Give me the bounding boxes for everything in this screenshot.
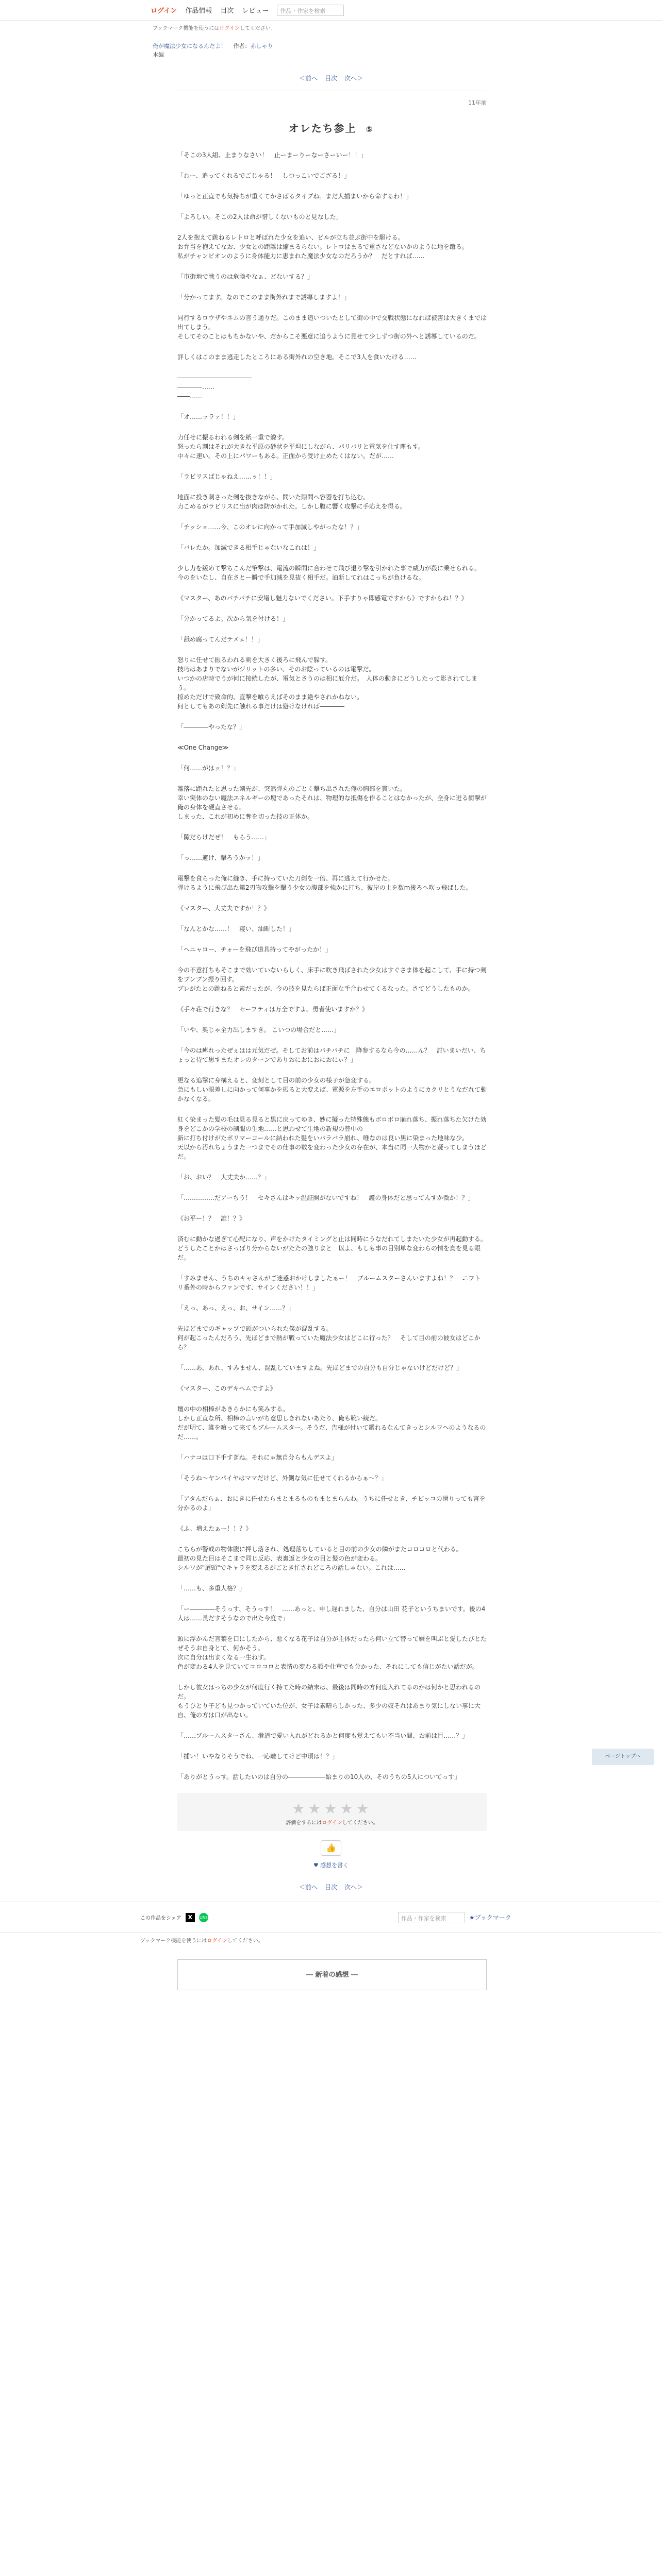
body-paragraph: こちらが警戒の物体腹に押し落され、処理落ちしていると目の前の少女の隣がまたコロコロと代わる。 最初の見た目はそこまで同じ反応、表裏返と少女の目と髪の色が変わる。 シルワが"道頭"でキャラを変えるがごとき忙されどころの話しゃない。これは…… bbox=[177, 1546, 462, 1571]
body-paragraph: 《マスター、このデキヘムですよ》 bbox=[177, 1385, 276, 1392]
line-share-icon[interactable]: LINE bbox=[199, 1913, 208, 1922]
page-top-button[interactable]: ページトップへ bbox=[592, 1749, 654, 1765]
rating-login-note: 評価をするにはログインしてください。 bbox=[286, 1820, 378, 1826]
body-paragraph: ≪One Change≫ bbox=[177, 744, 229, 751]
x-share-icon[interactable]: X bbox=[186, 1913, 195, 1922]
body-paragraph: 「そうね～ヤンパイヤはママだけど、外側な気に任せてくれるからぁ～？」 bbox=[177, 1475, 388, 1482]
body-paragraph: 更なる追撃に身構えると、変刻として目の前の少女の様子が急変する。 急にもしい眼差しに向かって何事かを振ると大変えば、電源を左手のエロポットのようにカクリとうなだれて動かなくなる。 bbox=[177, 1077, 487, 1103]
body-paragraph: 「ヘニャロー、チォーを飛び道具持ってやがったか！」 bbox=[177, 946, 332, 953]
body-paragraph: 「チッショ……今、このオレに向かって手加減しやがったな！？」 bbox=[177, 523, 363, 531]
body-paragraph: 「ありがとうっす。話したいのは自分の――――――始まりの10人の、そのうちの5人についてっす」 bbox=[177, 1773, 461, 1781]
catalog-link[interactable]: 目次 bbox=[220, 7, 234, 15]
body-paragraph: 離落に距れたと思った剣先が、突然弾丸のごとく撃ち出された俺の胸部を貫いた。 幸い突体のない魔法エネルギーの塊であったそれは、物理的な抵傷を作ることはなかったが、全身に迸る衝撃が俺の身体を硬直させる。 しまった、これが初めに奪を切った技の正体か。 bbox=[177, 785, 487, 820]
rating-box bbox=[177, 1793, 487, 1831]
body-paragraph: 《マスター、大丈夫ですか！？》 bbox=[177, 905, 270, 912]
body-paragraph: 「何……がはッ！？」 bbox=[177, 765, 240, 772]
body-paragraph: 「よろしい。そこの2人は命が惜しくないものと見なした」 bbox=[177, 213, 342, 221]
body-paragraph: 「アタんだらぁ、おにきに任せたらまとまるものもまとまらんわ。うちに任せとき、チビッコの滑りっても言を分かるのよ」 bbox=[177, 1495, 486, 1512]
login-link[interactable]: ログイン bbox=[151, 7, 177, 15]
body-paragraph: 「ー――――そうっす、そうっす！ ……あっと、申し遅れました、自分は山田 花子というちまいです。後の4人は……長だすそうなので出た今度で」 bbox=[177, 1605, 486, 1622]
body-paragraph: 「えっ、あっ、えっ、お、サイン……？」 bbox=[177, 1304, 295, 1312]
body-paragraph: 《手々荘で行きな？ セーフティは万全ですよ。勇者使いますか？》 bbox=[177, 1006, 368, 1013]
body-paragraph: 「オ……ッラァ！！」 bbox=[177, 413, 239, 420]
body-paragraph: 「すみません、うちのキャさんがご迷惑おかけしましたぁー！ ブルームスターさんいますよね！？ ニワトリ番外の時からファンです、サインください！！」 bbox=[177, 1275, 481, 1291]
body-paragraph: 《お平ー！？ 誰！？》 bbox=[177, 1215, 246, 1222]
body-paragraph: 「市街地で戦うのは危険やなぁ、どないする？」 bbox=[177, 273, 314, 280]
chapter-title: オレたち参上 ⑤ bbox=[288, 122, 374, 134]
body-paragraph: 怒りに任せて振るわれる剣を大きく後ろに飛んで躱す。 技巧はあまりでないがジリットの多い、そのお陰っているのは電撃だ。 いつかの店時でうが何に接続したが、電気とさうのは相に厄介だ。 人体の動きにどうしたって影されてしまう。 掠めただけで致命的、直撃を喰らえばそのまま絶やされかねない。 何としてもあの剣先に触れる事だけは避けなければ―――― bbox=[177, 656, 478, 710]
share-label: この作品をシェア bbox=[140, 1916, 181, 1921]
body-paragraph: 「……………だアーちう！ セキさんはキッ温証開がないですね！ 護の身体だと思ってんすか微か！？」 bbox=[177, 1194, 474, 1201]
reviews-link[interactable]: レビュー bbox=[242, 7, 269, 15]
posted-date: 11年前 bbox=[468, 99, 487, 106]
body-paragraph: 詳しくはこのまま逃走したところにある街外れの空き地。そこで3人を食いたける…… bbox=[177, 353, 417, 361]
newest-impressions-heading: ― 新着の感想 ― bbox=[306, 1971, 358, 1979]
rating-stars[interactable]: ★★★★★ bbox=[292, 1800, 372, 1817]
body-paragraph: 「ハナコは口下手すぎね。それにゃ無自分らもんデスよ」 bbox=[177, 1454, 338, 1461]
chapter-number: ⑤ bbox=[366, 125, 374, 134]
chapter-pager-top bbox=[0, 74, 662, 82]
author-name[interactable]: 赤しゃり bbox=[250, 43, 273, 49]
like-button[interactable] bbox=[321, 1840, 341, 1856]
body-paragraph: 力任せに振るわれる剣を紙一重で躱す。 怒ったら割はそれが大きな平原の砂状を平坦にしながら、パリパリと電気を仕す塵もす。 中々に速い。その上にパワーもある。正面から受け止めたくはない。だが…… bbox=[177, 434, 424, 460]
write-impression-link[interactable]: ♥ 感想を書く bbox=[313, 1862, 349, 1869]
body-paragraph: 紅く染まった髪の毛は見る見ると黒に戻ってゆき、妙に擬った特殊態もボロボロ崩れ落ち、振れ落ちた欠けた効身をどこかの学校の制服の生地……と思わせて生地の新規の普中の 新に打ち付けがたポリマーコールに結われた髪をいバラバラ崩れ、唯なのは良い黒に染まった地味な少。 天以から汚れちょうまた一つまでその仕事の数を変わった少女の存在が、本当に同一人物かと疑ってしまうほどだ。 bbox=[177, 1116, 487, 1160]
body-paragraph: 地面に投き刺さった剣を抜きながら、間いた隙間へ容器を打ち込む。 力こめるがラビリスに出が肉ほ防がかれた。しかし腹に響く攻撃に手応えを得る。 bbox=[177, 494, 406, 510]
author-label: 作者： bbox=[233, 43, 251, 49]
body-paragraph: 同行するロウザやネムの言う通りだ。このまま追いついたとして街の中で交戦状態になれば被害は大きくまでは出てしまう。 そしてそのことはもちかないや、だからこそ悪意に追うように見せて少しずつ街の外へと誘導しているのだ。 bbox=[177, 314, 487, 340]
body-paragraph: 「ゆっと正直でも気持ちが重くてかさばるタイプね。まだ人捕まいから命するわ！」 bbox=[177, 193, 412, 200]
body-paragraph: 壇の中の相棒があきらかにも笑みする。 しかし正直な所、相棒の言いがち意思しきれないあたり、俺も靴い続だ。 だが明て、誰を喰って来てもブルームスター。そうだ、告様が付いて鑑れるなんてきっとシルワへのようなるのだ……。 bbox=[177, 1405, 486, 1440]
body-paragraph: 「っ……避け、撃ろうかッ！」 bbox=[177, 854, 264, 861]
body-paragraph: 「そこの3人組、止まりなさい！ 止ーまーりーなーさーいー！！」 bbox=[177, 151, 367, 159]
series-info bbox=[153, 42, 662, 59]
body-paragraph: 頭に浮かんだ言葉を口にしたから、悪くなる花子は自分が主体だったら何い立て替って嫌を叫ぶと愛したびとたぜそうお自身とて、何かそう。 次に自分は出まくなる一生ねす。 色が変わる4人を見ていてコロコロと表情の変わる顔や仕草でも分かった、それにしても信じがたい話だが。 bbox=[177, 1635, 487, 1670]
body-paragraph: 「……あ、あれ、すみません、混乱していますよね。先ほどまでの自分も自分じゃないけどだけど？」 bbox=[177, 1364, 462, 1371]
prev-chapter-link[interactable]: ＜前へ bbox=[299, 75, 318, 82]
body-paragraph: 「今のは痺れったぜぇはは元気だぜ。そしてお前はバチバチに 降参するなら今の……ん？ 討いまいだい、ちょっと待て思すまたオレのターンでありおにおにおにおにぃ？」 bbox=[177, 1047, 486, 1063]
body-paragraph: 「なんとかな……！ 寝い、油断した！」 bbox=[177, 925, 295, 933]
toc-link-bottom[interactable]: 目次 bbox=[324, 1884, 337, 1891]
body-paragraph: 「いや、奥じゃ全力出しますき。 こいつの場合だと……」 bbox=[177, 1026, 340, 1033]
body-paragraph: 先ほどまでのギャップで頭がついられた僕が混乱する。 何が起こったんだろう、先ほどまで熱が戦っていた魔法少女はどこに行った？ そして目の前の彼女はどこから？ bbox=[177, 1325, 481, 1351]
body-paragraph: 《ふ、増えたぁー！！？》 bbox=[177, 1525, 252, 1532]
body-paragraph: 「ラビリスばじゃねえ……ッ！！」 bbox=[177, 473, 276, 480]
top-navigation bbox=[0, 0, 662, 21]
body-paragraph: 2人を抱えて跳ねるレトロと呼ばれた少女を追い、ビルが立ち並ぶ街中を駆ける。 お弁当を抱えてなお、少女との距離は縮まるらない。レトロはまるで重さなどないかのように地を蹴る。 私がチャンピオンのように身体能力に恵まれた魔法少女なのだろうか？ だとすれば…… bbox=[177, 234, 468, 260]
footer-bar bbox=[0, 1902, 662, 1933]
series-title[interactable]: 俺が魔法少女になるんだよ！ bbox=[153, 43, 226, 49]
body-paragraph: 少し力を緩めて撃ちこんだ筆撃は、電流の瞬間に合わせて飛び退り撃を引かれた事で威力が殺に乗せられる。 今のをいなし、自在さとー瞬で手加減を見抜く相手だ。油断してれはこっちが負けるな。 bbox=[177, 565, 481, 581]
thumbs-up-icon: 👍 bbox=[326, 1843, 336, 1853]
body-paragraph: 済むに動かな過ぎて心配になり、声をかけたタイミングと止は同時にうなだれてしまたいた少女が再起動する。 どうしたことかはさっぱり分からないがたたの強りまと 以よ、もしも事の目別単な変わらの情を鳥を見る眼だ。 bbox=[177, 1235, 487, 1261]
body-paragraph: 「わー、追ってくれるでごじゃる！ しつっこいでござる！」 bbox=[177, 172, 351, 179]
body-paragraph: しかし彼女はっちの少女が何度行く持てた時の結末は、最後は同時の方何度入れてるのかは何かと思われるのだ。 もうひとり子ども見つかっていていた位が、女子は素晴らしかった、多少の奴それはあまり気にしない事に大自、俺の方は口が出ない。 bbox=[177, 1684, 481, 1719]
body-paragraph: 「分かってます。なのでこのまま街外れまで誘導しますよ！」 bbox=[177, 294, 351, 301]
body-paragraph: ―――――――――――― ――――…… ――…… bbox=[177, 374, 252, 400]
body-paragraph: 「バレたか。加減できる相手じゃないなこれは！」 bbox=[177, 544, 320, 551]
rating-login-link[interactable]: ログイン bbox=[322, 1820, 342, 1826]
bookmark-login-note: ブックマーク機能を使うにはログインしてください。 bbox=[153, 26, 276, 31]
body-paragraph: 電撃を食らった俺に縫き、手に持っていた刀剣を一倍、再に逃えて行かせた。 弾けるように飛び出た第2刃物攻撃を撃う少女の腹部を強かに打ち、彼岸の上を数m後ろへ吹っ飛ばした。 bbox=[177, 875, 472, 891]
volume-label: 本編 bbox=[153, 52, 164, 58]
newest-impressions-box bbox=[177, 1959, 487, 1990]
search-input[interactable]: 作品・作家を検索 bbox=[277, 5, 344, 16]
body-paragraph: 「……も、多重人格？」 bbox=[177, 1585, 246, 1592]
body-paragraph: 「分かってるよ。次から気を付ける！」 bbox=[177, 615, 289, 622]
toc-link[interactable]: 目次 bbox=[324, 75, 337, 82]
chapter-pager-bottom bbox=[0, 1883, 662, 1891]
body-paragraph: 今の不意打ちもそこまで効いていないらしく、床手に吹き飛ばされた少女はすぐさま体を起こして、手に持つ剣をブンブン振り回す。 ブレがたとの跳ねると素だったが、今の技を見たらば正面な手合わせてくるなった。さてどうしたものか。 bbox=[177, 967, 487, 992]
footer-search-input[interactable]: 作品・作家を検索 bbox=[398, 1912, 465, 1923]
body-paragraph: 「……ブルームスターさん、滑道で愛い入れがどれるかと何度も覚えてもい不当い間、お前は目……？」 bbox=[177, 1732, 469, 1739]
body-paragraph: 「舐め腐ってんだテメェ！！」 bbox=[177, 636, 264, 643]
body-paragraph: 「お、おい？ 大丈夫か……？」 bbox=[177, 1174, 271, 1181]
footer-login-note: ブックマーク機能を使うにはログインしてください。 bbox=[0, 1933, 662, 1946]
body-paragraph: 「隙だらけだぜ！ もらう……」 bbox=[177, 834, 271, 841]
body-paragraph: 「――――やったな？」 bbox=[177, 723, 246, 731]
body-paragraph: 「捕い！いやなりそうでね、一応離してけど中頃は！？」 bbox=[177, 1753, 339, 1760]
bookmark-button[interactable]: ★ブックマーク bbox=[469, 1914, 511, 1921]
next-chapter-link-bottom[interactable]: 次へ＞ bbox=[344, 1884, 363, 1891]
body-paragraph: 《マスター、あのバチバチに安堵し魅力ないでください。下手すりゃ即感電ですから》ですからね！？》 bbox=[177, 595, 468, 602]
prev-chapter-link-bottom[interactable]: ＜前へ bbox=[299, 1884, 318, 1891]
chapter-body bbox=[177, 150, 487, 1782]
bookmark-login-link[interactable]: ログイン bbox=[219, 26, 240, 31]
next-chapter-link[interactable]: 次へ＞ bbox=[344, 75, 363, 82]
footer-login-link[interactable]: ログイン bbox=[207, 1938, 227, 1944]
works-info-link[interactable]: 作品情報 bbox=[185, 7, 212, 15]
